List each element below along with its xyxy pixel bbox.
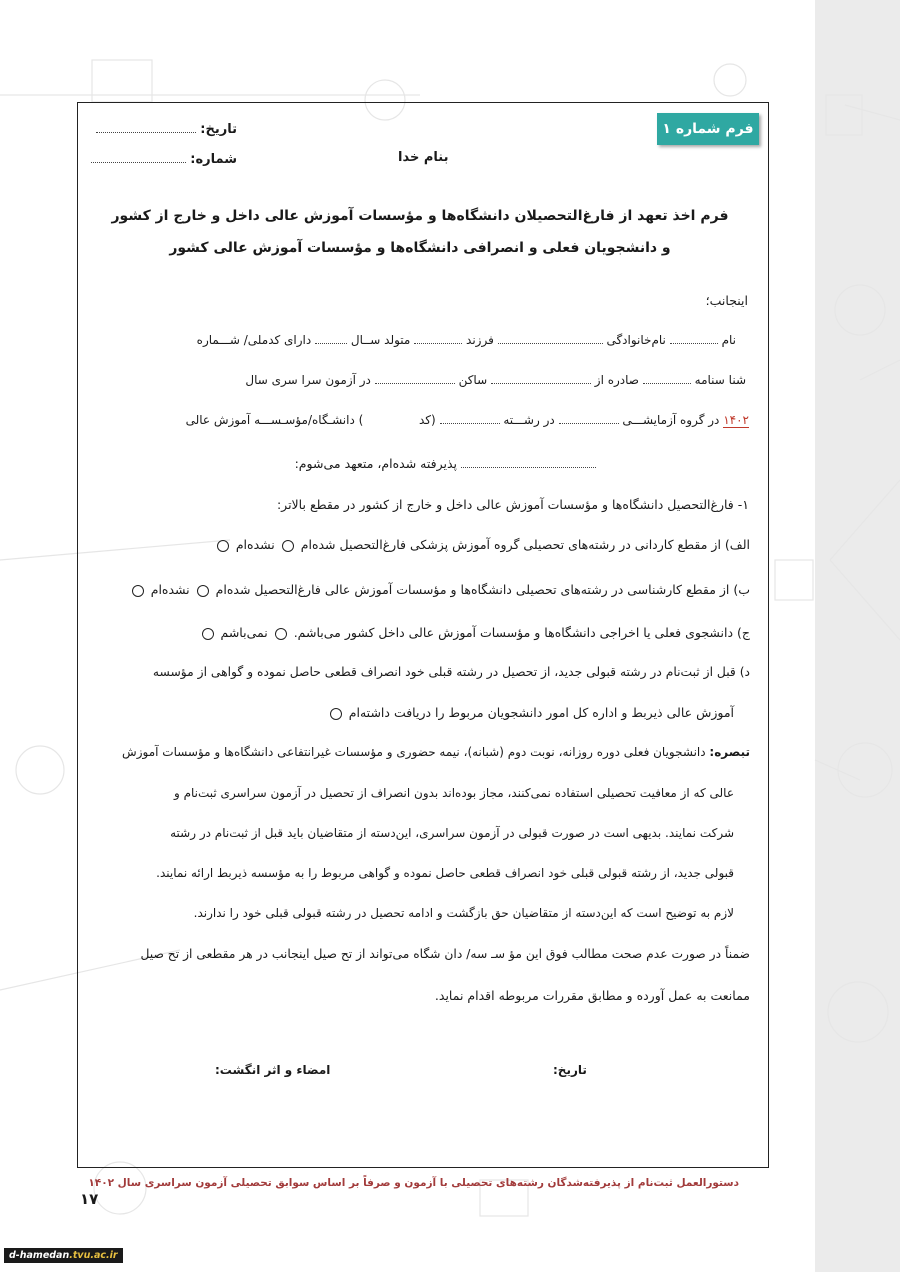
page-number: ۱۷ <box>80 1190 99 1208</box>
note-line-3: شرکت نمایند. بدیهی است در صورت قبولی در آزمون سراسری، این‌دسته از متقاضیان باید قبل از ثبت‌نام در رشته <box>170 826 734 840</box>
row-id-info <box>98 373 746 387</box>
label-exam-year: در آزمون سرا سری سال <box>245 373 371 387</box>
watermark-suffix: .tvu.ac.ir <box>69 1250 118 1261</box>
item-b-no-label: نشده‌ام <box>150 582 190 597</box>
note-line-1 <box>98 745 750 759</box>
intro-text: اینجانب؛ <box>705 293 748 308</box>
item-d-text: آموزش عالی ذیربط و اداره کل امور دانشجویان مربوط را دریافت داشته‌ام <box>348 705 734 720</box>
admitted-text: پذیرفته شده‌ام، متعهد می‌شوم: <box>294 456 458 471</box>
field-father[interactable] <box>414 333 462 344</box>
label-name: نام <box>721 333 736 347</box>
footer-text: دستورالعمل ثبت‌نام از پذیرفته‌شدگان رشته‌های تحصیلی با آزمون و صرفاً بر اساس سوابق تحصیلی آزمون سراسری سال ۱۴۰۲ <box>88 1177 739 1189</box>
number-field-row <box>96 152 237 167</box>
item-c-yes-radio[interactable] <box>275 628 287 640</box>
item-c-no-label: نمی‌باشم <box>220 625 268 640</box>
exam-year: ۱۴۰۲ <box>723 413 749 427</box>
title-line-2: و دانشجویان فعلی و انصرافی دانشگاه‌ها و مؤسسات آموزش عالی کشور <box>169 240 671 256</box>
label-id-card: شنا سنامه <box>694 373 746 387</box>
item-1: ۱- فارغ‌التحصیل دانشگاه‌ها و مؤسسات آموزش عالی داخل و خارج از کشور در مقطع بالاتر: <box>276 497 749 512</box>
item-b-no-radio[interactable] <box>132 585 144 597</box>
field-field[interactable] <box>440 413 500 424</box>
item-a-no-radio[interactable] <box>217 540 229 552</box>
label-child-of: فرزند <box>466 333 494 347</box>
item-d-line-1: د) قبل از ثبت‌نام در رشته قبولی جدید، از تحصیل در رشته قبلی خود انصراف قطعی حاصل نموده و گواهی از مؤسسه <box>152 665 750 679</box>
item-b <box>106 582 750 597</box>
note-line-2: عالی که از معافیت تحصیلی استفاده نمی‌کنند، مجاز بوده‌اند بدون انصراف از تحصیل در آزمون سراسری ثبت‌نام و <box>173 786 734 800</box>
field-issued-from[interactable] <box>491 373 591 384</box>
sign-date-label: تاریخ: <box>553 1063 587 1077</box>
item-d-line-2 <box>300 705 734 720</box>
label-born: متولد ســال <box>350 333 411 347</box>
label-university: ) دانشـگاه/مؤسـســـه آموزش عالی <box>185 413 364 427</box>
item-c <box>180 625 750 640</box>
item-c-no-radio[interactable] <box>202 628 214 640</box>
field-name[interactable] <box>670 333 718 344</box>
number-label: شماره: <box>190 152 237 167</box>
item-a-yes-radio[interactable] <box>282 540 294 552</box>
item-a-text: الف) از مقطع کاردانی در رشته‌های تحصیلی گروه آموزش پزشکی فارغ‌التحصیل شده‌ام <box>300 537 750 552</box>
row-exam-info <box>98 413 749 427</box>
title-line-1: فرم اخذ تعهد از فارغ‌التحصیلان دانشگاه‌ها و مؤسسات آموزش عالی داخل و خارج از کشور <box>111 208 729 224</box>
note-text-1: دانشجویان فعلی دوره روزانه، نوبت دوم (شبانه)، نیمه حضوری و مؤسسات غیرانتفاعی دانشگاه‌ها و مؤسسات آموزش <box>122 745 706 759</box>
number-field[interactable] <box>91 152 186 163</box>
field-exam-group[interactable] <box>559 413 619 424</box>
date-field[interactable] <box>96 122 196 133</box>
date-field-row <box>96 122 237 137</box>
item-c-text: ج) دانشجوی فعلی یا اخراجی دانشگاه‌ها و مؤسسات آموزش عالی داخل کشور می‌باشم. <box>293 625 750 640</box>
item-a <box>190 537 750 552</box>
row-admitted <box>294 456 750 471</box>
watermark-domain: d-hamedan <box>9 1250 70 1261</box>
item-b-yes-radio[interactable] <box>197 585 209 597</box>
note-line-4: قبولی جدید، از رشته قبولی قبلی خود انصراف قطعی حاصل نموده و گواهی مربوط را به مؤسسه ذیربط ارائه نمایند. <box>156 866 734 880</box>
field-birth-year[interactable] <box>315 333 347 344</box>
item-d-radio[interactable] <box>330 708 342 720</box>
label-national-id: دارای کدملی/ شـــماره <box>196 333 312 347</box>
bismillah: بنام خدا <box>398 150 449 165</box>
signature-label: امضاء و اثر انگشت: <box>215 1063 331 1077</box>
field-id-card[interactable] <box>643 373 691 384</box>
site-watermark <box>4 1248 123 1263</box>
label-family: نام‌خانوادگی <box>606 333 666 347</box>
item-b-text: ب) از مقطع کارشناسی در رشته‌های تحصیلی دانشگاه‌ها و مؤسسات آموزش عالی فارغ‌التحصیل شده‌ام <box>215 582 750 597</box>
field-university[interactable] <box>461 457 596 468</box>
item-a-no-label: نشده‌ام <box>235 537 275 552</box>
row-personal-info <box>98 333 736 347</box>
closing-line-1: ضمناً در صورت عدم صحت مطالب فوق این مؤ سـ سه/ دان شگاه می‌تواند از تح صیل اینجانب در هر مقطعی از تح صیل <box>140 947 750 961</box>
label-resident: ساکن <box>458 373 488 387</box>
field-resident[interactable] <box>375 373 455 384</box>
closing-line-2: ممانعت به عمل آورده و مطابق مقررات مربوطه اقدام نماید. <box>434 988 750 1003</box>
note-label: تبصره: <box>709 745 750 759</box>
label-field: در رشـــته <box>503 413 555 427</box>
field-family[interactable] <box>498 333 603 344</box>
note-line-5: لازم به توضیح است که این‌دسته از متقاضیان حق بازگشت و ادامه تحصیل در رشته قبولی قبلی خود را ندارند. <box>193 906 734 920</box>
label-issued-from: صادره از <box>594 373 639 387</box>
date-label: تاریخ: <box>200 122 237 137</box>
label-exam-group: در گروه آزمایشـــی <box>622 413 720 427</box>
label-code: (کد <box>418 413 436 427</box>
form-number-tab: فرم شماره ۱ <box>657 113 759 145</box>
